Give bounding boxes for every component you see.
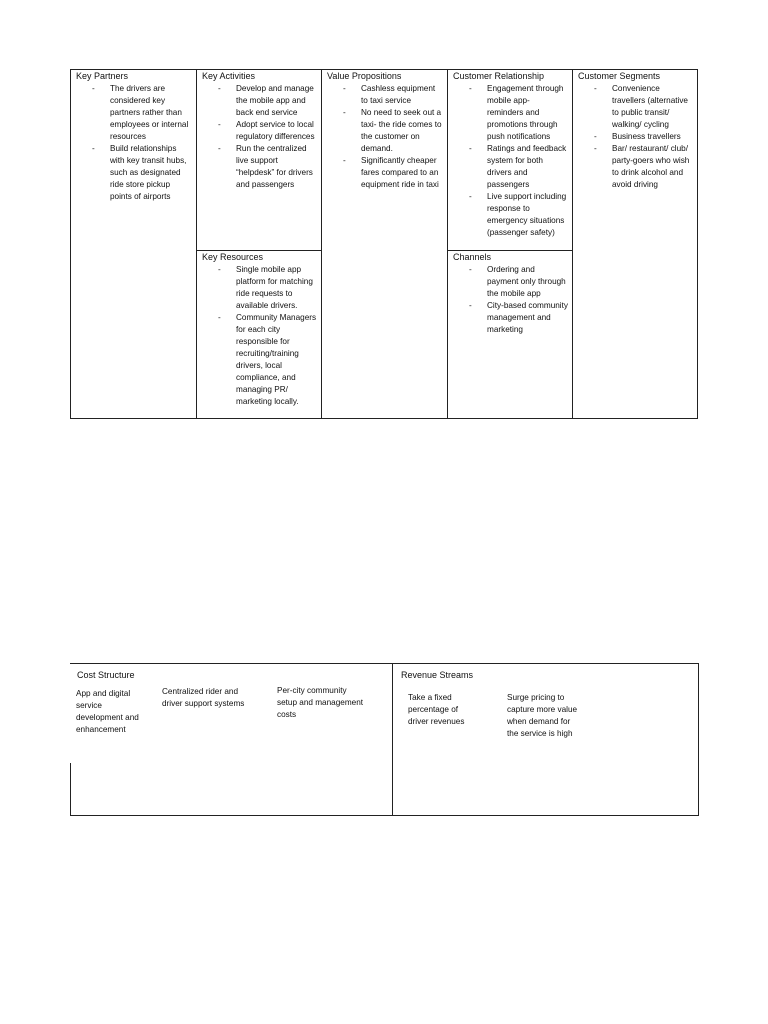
list-item: - Engagement through mobile app- reminders and promotions through push notifications [448,83,572,143]
key-resources-cell [197,251,322,418]
key-resources-list [197,264,321,408]
activities-resources-divider [197,250,322,251]
value-propositions-title: Value Propositions [327,71,402,81]
list-item: - Convenience travellers (alternative to public transit/ walking/ cycling [573,83,697,131]
customer-relationship-list [448,83,572,239]
customer-segments-list [573,83,697,191]
cost-structure-title: Cost Structure [77,670,135,680]
list-item: - Ordering and payment only through the mobile app [448,264,572,300]
cost-item-app-development: App and digital service development and enhancement [76,689,139,734]
list-item: - Run the centralized live support “helpdesk” for drivers and passengers [197,143,321,191]
channels-title: Channels [453,252,492,262]
customer-segments-title: Customer Segments [578,71,661,81]
cost-structure-left-border [70,763,71,816]
revenue-streams-title: Revenue Streams [401,670,474,680]
value-propositions-list [322,83,447,191]
revenue-item-fixed-percentage: Take a fixed percentage of driver revenues [408,693,465,726]
list-item: - Cashless equipment to taxi service [322,83,447,107]
list-item: - Business travellers [573,131,697,143]
key-partners-list [71,83,196,203]
list-item: - Community Managers for each city responsible for recruiting/training drivers, local compliance, and managing PR/ marketing locally. [197,312,321,408]
key-partners-title: Key Partners [76,71,129,81]
relationship-channels-divider [448,250,573,251]
key-activities-title: Key Activities [202,71,256,81]
list-item: - Develop and manage the mobile app and back end service [197,83,321,119]
value-propositions-cell [322,70,448,418]
channels-list [448,264,572,336]
revenue-item-surge-pricing: Surge pricing to capture more value when demand for the service is high [507,693,578,738]
list-item: - Significantly cheaper fares compared to an equipment ride in taxi [322,155,447,191]
list-item: - Build relationships with key transit hubs, such as designated ride store pickup points of airports [71,143,196,203]
list-item: - Live support including response to emergency situations (passenger safety) [448,191,572,239]
key-partners-cell [71,70,197,418]
cost-item-support-systems: Centralized rider and driver support systems [162,687,245,708]
customer-relationship-cell [448,70,573,250]
list-item: - Adopt service to local regulatory differences [197,119,321,143]
customer-segments-cell [573,70,697,418]
cost-revenue-divider [392,664,393,815]
channels-cell [448,251,573,418]
list-item: - Single mobile app platform for matching ride requests to available drivers. [197,264,321,312]
key-activities-list [197,83,321,191]
business-model-canvas [70,69,698,419]
list-item: - Ratings and feedback system for both drivers and passengers [448,143,572,191]
customer-relationship-title: Customer Relationship [453,71,545,81]
list-item: - The drivers are considered key partners rather than employees or internal resources [71,83,196,143]
cost-item-community-setup: Per-city community setup and management costs [277,686,364,719]
list-item: - Bar/ restaurant/ club/ party-goers who wish to drink alcohol and avoid driving [573,143,697,191]
key-activities-cell [197,70,322,250]
cost-revenue-table [70,663,699,816]
list-item: - City-based community management and marketing [448,300,572,336]
list-item: - No need to seek out a taxi- the ride comes to the customer on demand. [322,107,447,155]
key-resources-title: Key Resources [202,252,264,262]
